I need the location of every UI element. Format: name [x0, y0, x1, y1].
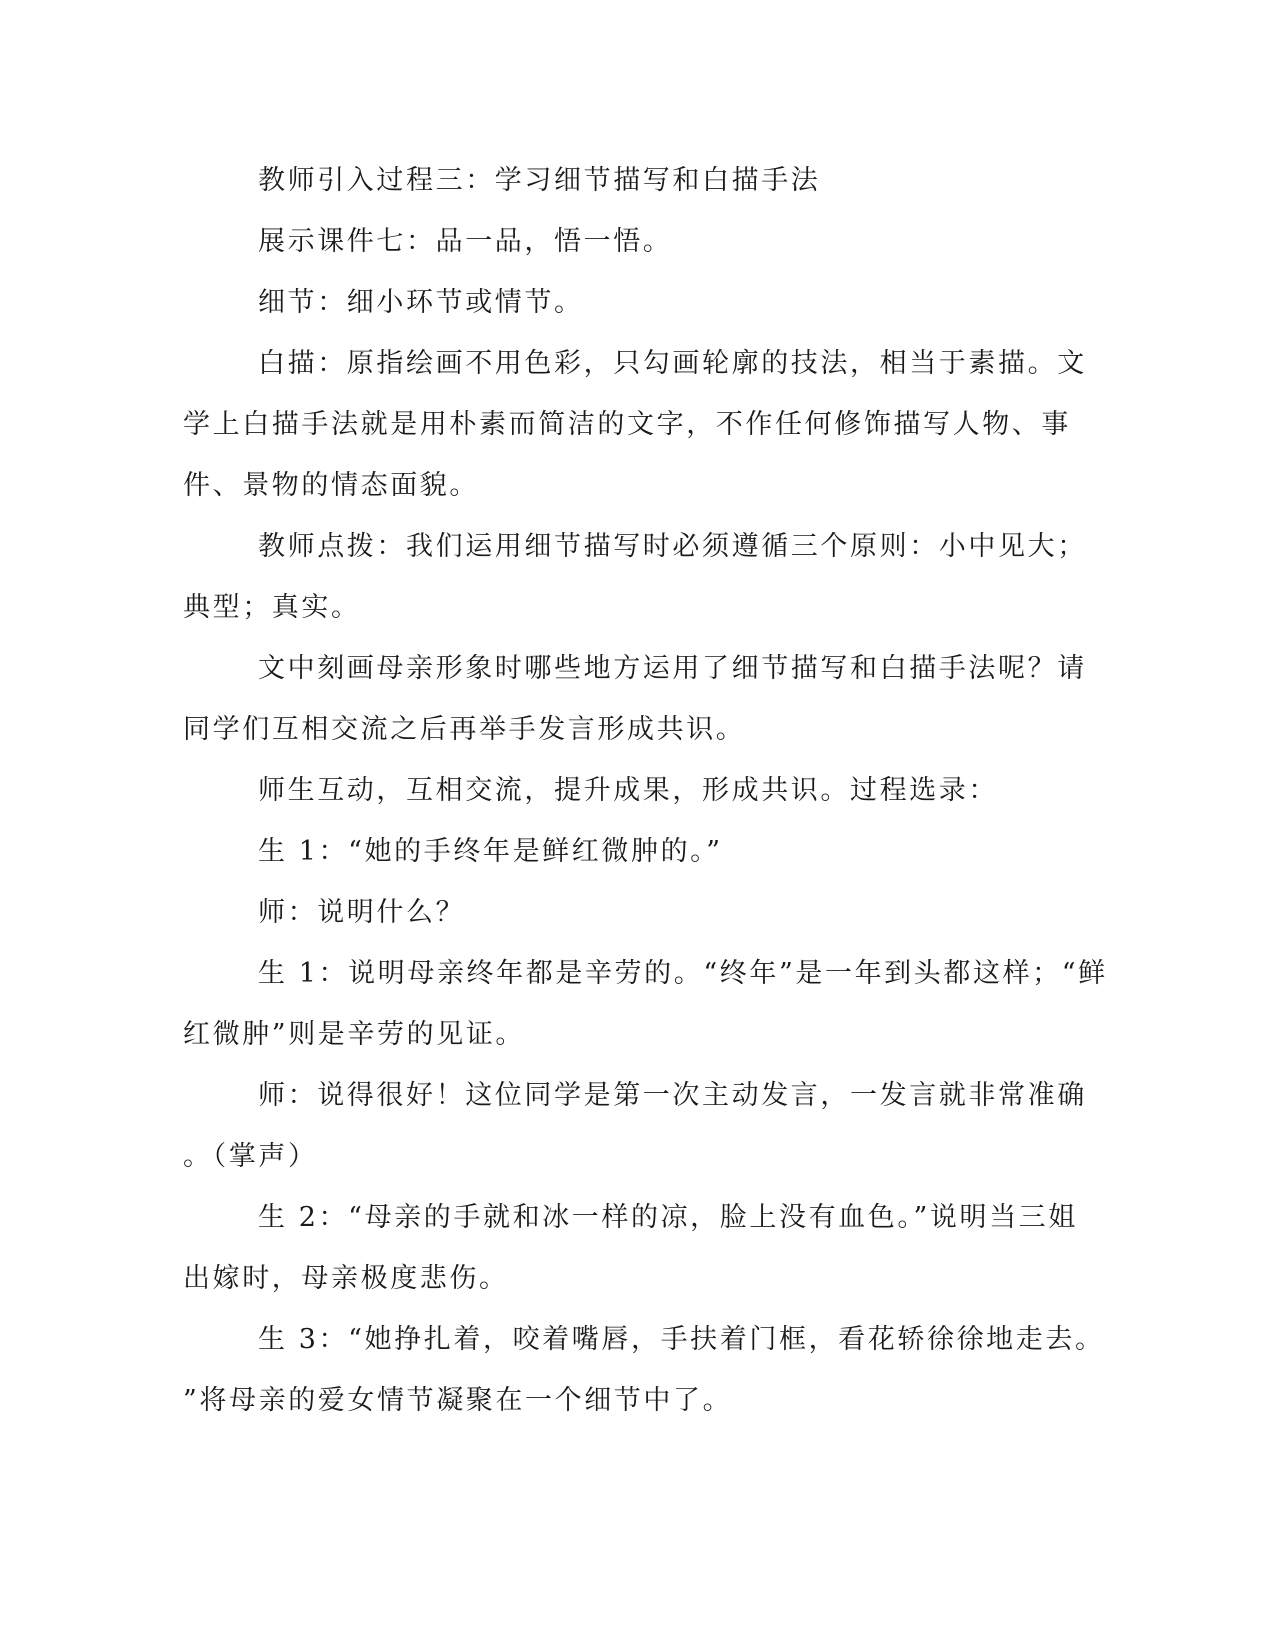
- paragraph-line: 文中刻画母亲形象时哪些地方运用了细节描写和白描手法呢？请: [258, 653, 1087, 684]
- paragraph-line: 生 1：“她的手终年是鲜红微肿的。”: [258, 836, 723, 867]
- paragraph-line: 学上白描手法就是用朴素而简洁的文字，不作任何修饰描写人物、事: [183, 409, 1071, 440]
- document-page: [183, 150, 1108, 1431]
- paragraph-student1-quote: [183, 821, 1083, 882]
- paragraph-line: 生 2：“母亲的手就和冰一样的凉，脸上没有血色。”说明当三姐: [258, 1202, 1078, 1233]
- paragraph-student1-answer: [183, 943, 1108, 1065]
- paragraph-line: 师：说明什么？: [258, 897, 466, 928]
- paragraph-line: 展示课件七：品一品，悟一悟。: [258, 226, 673, 257]
- paragraph-line: 生 3：“她挣扎着，咬着嘴唇，手扶着门框，看花轿徐徐地走去。: [258, 1324, 1105, 1355]
- paragraph-line: 教师引入过程三：学习细节描写和白描手法: [258, 165, 821, 196]
- paragraph-line: 白描：原指绘画不用色彩，只勾画轮廓的技法，相当于素描。文: [258, 348, 1087, 379]
- paragraph-line: 同学们互相交流之后再举手发言形成共识。: [183, 714, 746, 745]
- paragraph-line: 师：说得很好！这位同学是第一次主动发言，一发言就非常准确: [258, 1080, 1087, 1111]
- paragraph-line: 生 1：说明母亲终年都是辛劳的。“终年”是一年到头都这样；“鲜: [258, 958, 1108, 989]
- paragraph-baimiao-definition: [183, 333, 1087, 516]
- paragraph-student2-answer: [183, 1187, 1083, 1309]
- paragraph-question: [183, 638, 1087, 760]
- paragraph-line: 红微肿”则是辛劳的见证。: [183, 1019, 526, 1050]
- paragraph-teacher-praise: [183, 1065, 1087, 1187]
- paragraph-interaction: [183, 760, 1083, 821]
- paragraph-line: 细节：细小环节或情节。: [258, 287, 584, 318]
- paragraph-courseware: [183, 211, 1083, 272]
- paragraph-line: ”将母亲的爱女情节凝聚在一个细节中了。: [183, 1385, 733, 1416]
- paragraph-intro-heading: [183, 150, 1083, 211]
- paragraph-line: 出嫁时，母亲极度悲伤。: [183, 1263, 509, 1294]
- paragraph-line: 师生互动，互相交流，提升成果，形成共识。过程选录：: [258, 775, 998, 806]
- paragraph-student3-answer: [183, 1309, 1105, 1431]
- paragraph-detail-definition: [183, 272, 1083, 333]
- paragraph-line: 典型；真实。: [183, 592, 361, 623]
- paragraph-line: 件、景物的情态面貌。: [183, 470, 479, 501]
- paragraph-line: 。（掌声）: [183, 1141, 318, 1172]
- paragraph-teacher-question: [183, 882, 1083, 943]
- paragraph-teacher-guidance: [183, 516, 1087, 638]
- paragraph-line: 教师点拨：我们运用细节描写时必须遵循三个原则：小中见大；: [258, 531, 1087, 562]
